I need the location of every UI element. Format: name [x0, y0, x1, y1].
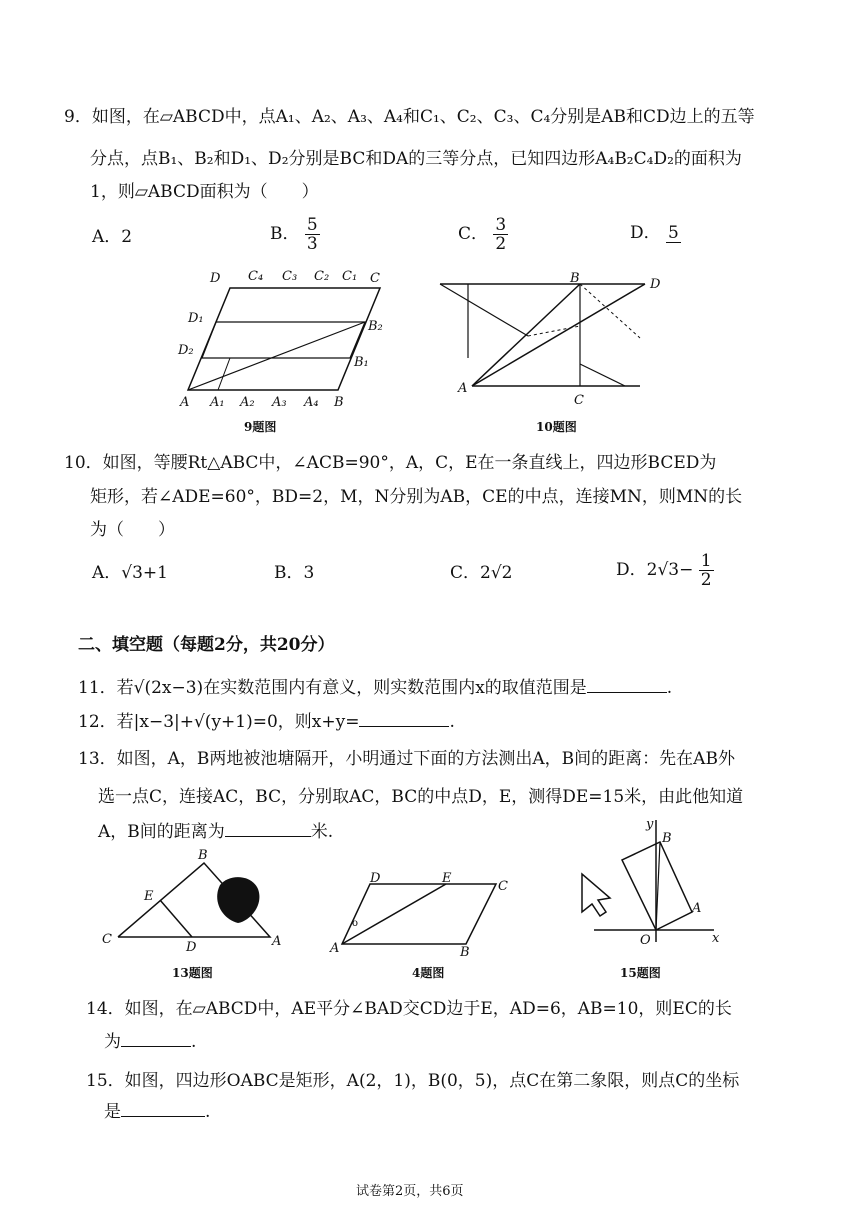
figure-14 [328, 868, 528, 958]
q9-option-b [270, 216, 320, 253]
fig14-label-D: D [370, 871, 381, 886]
fig9-label-C4: C₄ [248, 269, 264, 284]
q13-line2: 选一点C，连接AC，BC，分别取AC，BC的中点D，E，测得DE=15米，由此他知道 [98, 787, 744, 807]
fig13-label-E: E [144, 889, 154, 904]
figure-13 [100, 845, 300, 955]
q12-answer-blank[interactable] [359, 710, 449, 727]
fig10-label-A: A [458, 381, 468, 396]
q10-line1: 10．如图，等腰Rt△ABC中，∠ACB=90°，A，C，E在一条直线上，四边形BCED为 [64, 453, 717, 473]
q9-option-c-numerator: 3 [495, 215, 507, 235]
fig9-label-A1: A₁ [210, 395, 225, 410]
fig13-label-A: A [272, 934, 282, 949]
fig10-label-B: B [570, 271, 580, 286]
q10-option-d-denominator: 2 [700, 570, 712, 590]
q10-option-d-numerator: 1 [700, 551, 712, 571]
q10-option-b: B．3 [274, 563, 315, 583]
page-footer: 试卷第2页，共6页 [356, 1184, 464, 1199]
q9-option-d-prefix: D． [630, 223, 661, 243]
q14-answer-blank[interactable] [121, 1030, 191, 1047]
fig15-label-O: O [640, 933, 651, 948]
fig9-label-B: B [334, 395, 344, 410]
fig9-label-B1: B₁ [354, 355, 369, 370]
section-2-title: 二、填空题（每题2分，共20分） [78, 635, 335, 655]
fig15-label-x: x [712, 931, 720, 946]
q15-line2 [104, 1100, 210, 1123]
fig14-caption: 4题图 [412, 966, 445, 980]
q15-line2-prefix: 是 [104, 1102, 121, 1122]
q12 [78, 710, 455, 733]
fig10-label-D: D [650, 277, 661, 292]
figure-15 [572, 812, 732, 952]
fig9-label-C3: C₃ [282, 269, 298, 284]
fig10-label-C: C [574, 393, 584, 408]
fig9-label-D1: D₁ [188, 311, 204, 326]
fig9-label-D: D [210, 271, 221, 286]
q14-line2-suffix: . [191, 1032, 197, 1052]
q9-option-d-numerator: 5 [668, 223, 679, 243]
q10-line3: 为（ ） [90, 520, 175, 540]
q13-line3 [98, 820, 333, 843]
cursor-icon [582, 874, 610, 916]
fig15-caption: 15题图 [620, 966, 661, 980]
pond-shape [217, 877, 259, 923]
fig9-label-A: A [180, 395, 190, 410]
q11-answer-blank[interactable] [587, 676, 667, 693]
fig14-label-C: C [498, 879, 508, 894]
q9-option-c-fraction [493, 216, 508, 253]
fig14-label-E: E [442, 871, 452, 886]
q11 [78, 676, 672, 699]
fig9-label-C2: C₂ [314, 269, 330, 284]
q9-line1: 9．如图，在▱ABCD中，点A₁、A₂、A₃、A₄和C₁、C₂、C₃、C₄分别是AB和CD边上的五等 [64, 107, 755, 127]
q10-option-d-fraction [699, 552, 714, 589]
fig14-angle-mark: o [352, 918, 359, 929]
q13-line3-prefix: A，B间的距离为 [98, 822, 225, 842]
q10-option-c: C．2√2 [450, 563, 513, 583]
q9-option-c [458, 216, 508, 253]
fig9-label-B2: B₂ [368, 319, 383, 334]
q9-option-b-prefix: B． [270, 224, 300, 244]
q11-text: 11．若√(2x−3)在实数范围内有意义，则实数范围内x的取值范围是 [78, 678, 587, 698]
q10-line2: 矩形，若∠ADE=60°，BD=2，M，N分别为AB，CE的中点，连接MN，则MN的长 [90, 487, 743, 507]
fig15-label-A: A [692, 901, 702, 916]
fig9-caption: 9题图 [244, 420, 277, 434]
fig9-label-A4: A₄ [304, 395, 319, 410]
figure-9 [170, 262, 400, 412]
q10-option-d [616, 552, 714, 589]
fig9-label-C: C [370, 271, 380, 286]
fig13-label-B: B [198, 848, 208, 863]
fig9-label-D2: D₂ [178, 343, 194, 358]
q12-text: 12．若|x−3|+√(y+1)=0，则x+y= [78, 712, 360, 732]
fig14-label-B: B [460, 945, 470, 960]
fig15-label-B: B [662, 831, 672, 846]
q15-line2-suffix: . [205, 1102, 211, 1122]
q9-option-d [630, 222, 681, 244]
q9-line3: 1，则▱ABCD面积为（ ） [90, 182, 319, 202]
q9-line2: 分点，点B₁、B₂和D₁、D₂分别是BC和DA的三等分点，已知四边形A₄B₂C₄D₂的面积为 [90, 149, 742, 169]
fig13-label-C: C [102, 932, 112, 947]
q13-line1: 13．如图，A，B两地被池塘隔开，小明通过下面的方法测出A，B间的距离：先在AB外 [78, 749, 735, 769]
q9-option-c-prefix: C． [458, 224, 489, 244]
q14-line2-prefix: 为 [104, 1032, 121, 1052]
q9-option-b-denominator: 3 [306, 234, 318, 254]
q9-option-b-fraction [305, 216, 320, 253]
fig10-caption: 10题图 [536, 420, 577, 434]
fig13-caption: 13题图 [172, 966, 213, 980]
q9-option-c-denominator: 2 [495, 234, 507, 254]
q10-option-a: A．√3+1 [92, 563, 168, 583]
q13-answer-blank[interactable] [225, 820, 311, 837]
q11-end: . [666, 678, 673, 698]
q9-option-a: A．2 [92, 227, 133, 247]
fig9-label-A3: A₃ [272, 395, 287, 410]
q13-line3-suffix: 米. [310, 822, 334, 842]
q12-end: . [449, 712, 455, 732]
fig14-label-A: A [330, 941, 340, 956]
q9-option-d-fraction [666, 224, 681, 243]
q14-line2 [104, 1030, 196, 1053]
q14-line1: 14．如图，在▱ABCD中，AE平分∠BAD交CD边于E，AD=6，AB=10，则EC的长 [86, 999, 732, 1019]
fig9-label-C1: C₁ [342, 269, 358, 284]
q9-option-b-numerator: 5 [306, 215, 318, 235]
fig13-label-D: D [186, 940, 197, 955]
q15-line1: 15．如图，四边形OABC是矩形，A(2，1)，B(0，5)，点C在第二象限，则点C的坐标 [86, 1071, 740, 1091]
fig15-label-y: y [646, 817, 654, 832]
fig9-label-A2: A₂ [240, 395, 255, 410]
figure-10 [430, 268, 670, 408]
q10-option-d-prefix: D．2√3− [616, 560, 694, 580]
q15-answer-blank[interactable] [121, 1100, 205, 1117]
